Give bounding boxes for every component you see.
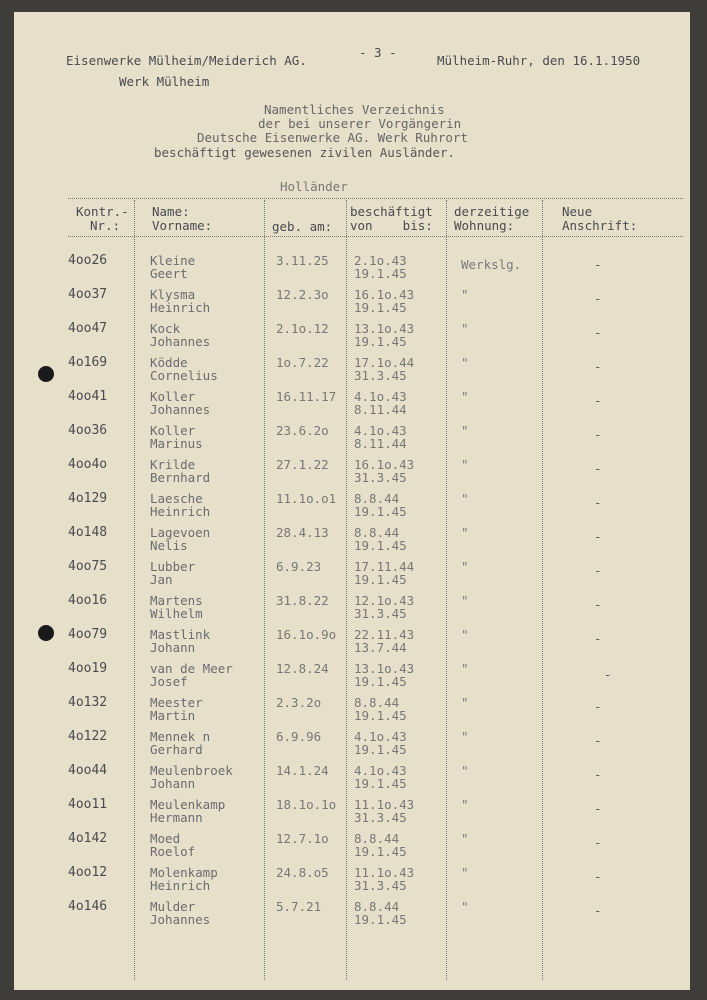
birth-date: 14.1.24 — [276, 763, 329, 778]
current-residence: " — [461, 627, 469, 642]
table-row — [14, 254, 690, 288]
nationality-heading: Holländer — [280, 179, 348, 194]
employed-until: 31.3.45 — [354, 810, 407, 825]
kontr-nr: 4o129 — [68, 491, 108, 506]
table-row — [14, 764, 690, 798]
birth-date: 11.1o.o1 — [276, 491, 337, 506]
employed-from: 8.8.44 — [354, 491, 400, 506]
current-residence: " — [461, 797, 469, 812]
current-residence: " — [461, 423, 469, 438]
current-residence: " — [461, 593, 469, 608]
kontr-nr: 4oo16 — [68, 593, 108, 608]
kontr-nr: 4oo12 — [68, 865, 108, 880]
person-name — [150, 798, 225, 824]
employed-until: 8.11.44 — [354, 402, 407, 417]
new-address: - — [594, 257, 602, 272]
surname: Mennek n — [150, 729, 211, 744]
kontr-nr: 4oo75 — [68, 559, 108, 574]
first-name: Cornelius — [150, 368, 218, 383]
surname: Kleine — [150, 253, 196, 268]
first-name: Gerhard — [150, 742, 203, 757]
new-address: - — [594, 393, 602, 408]
first-name: Johannes — [150, 402, 211, 417]
current-residence: " — [461, 355, 469, 370]
employed-until: 19.1.45 — [354, 674, 407, 689]
new-address: - — [594, 291, 602, 306]
kontr-nr: 4oo79 — [68, 627, 108, 642]
col-neue-header — [562, 205, 637, 233]
col-vorname-label: Vorname: — [152, 218, 213, 233]
new-address: - — [594, 359, 602, 374]
col-besch-header — [350, 205, 433, 233]
employed-from: 16.1o.43 — [354, 457, 415, 472]
kontr-nr: 4oo44 — [68, 763, 108, 778]
current-residence: " — [461, 491, 469, 506]
current-residence: Werkslg. — [461, 257, 522, 272]
surname: Martens — [150, 593, 203, 608]
table-row — [14, 288, 690, 322]
surname: Lagevoen — [150, 525, 211, 540]
table-row — [14, 628, 690, 662]
employed-from: 4.1o.43 — [354, 729, 407, 744]
birth-date: 1o.7.22 — [276, 355, 329, 370]
person-name — [150, 832, 195, 858]
punch-hole — [38, 625, 54, 641]
first-name: Johann — [150, 776, 196, 791]
surname: Klysma — [150, 287, 196, 302]
employment-period — [354, 424, 407, 450]
surname: Krilde — [150, 457, 196, 472]
person-name — [150, 628, 210, 654]
employed-until: 19.1.45 — [354, 300, 407, 315]
col-kontr-label: Kontr.- — [76, 204, 129, 219]
table-row — [14, 526, 690, 560]
current-residence: " — [461, 899, 469, 914]
plant-name: Werk Mülheim — [119, 74, 210, 89]
surname: van de Meer — [150, 661, 233, 676]
employed-until: 19.1.45 — [354, 742, 407, 757]
current-residence: " — [461, 287, 469, 302]
first-name: Johannes — [150, 334, 211, 349]
surname: Meulenkamp — [150, 797, 226, 812]
employment-period — [354, 730, 407, 756]
punch-hole — [38, 366, 54, 382]
employment-period — [354, 390, 407, 416]
surname: Kock — [150, 321, 181, 336]
birth-date: 16.1o.9o — [276, 627, 337, 642]
new-address: - — [594, 903, 602, 918]
employment-period — [354, 356, 414, 382]
surname: Moed — [150, 831, 181, 846]
table-row — [14, 424, 690, 458]
page-number: - 3 - — [359, 45, 397, 60]
col-name-label: Name: — [152, 204, 190, 219]
new-address: - — [594, 801, 602, 816]
table-row — [14, 390, 690, 424]
employed-from: 13.1o.43 — [354, 321, 415, 336]
employment-period — [354, 900, 407, 926]
employed-until: 19.1.45 — [354, 912, 407, 927]
new-address: - — [594, 699, 602, 714]
first-name: Martin — [150, 708, 196, 723]
birth-date: 12.2.3o — [276, 287, 329, 302]
employed-from: 17.11.44 — [354, 559, 415, 574]
title-line-2: der bei unserer Vorgängerin — [258, 116, 462, 131]
table-row — [14, 866, 690, 900]
kontr-nr: 4o148 — [68, 525, 108, 540]
person-name — [150, 900, 210, 926]
employment-period — [354, 492, 407, 518]
first-name: Josef — [150, 674, 188, 689]
kontr-nr: 4oo19 — [68, 661, 108, 676]
employment-period — [354, 594, 414, 620]
header-bottom-rule — [68, 236, 683, 237]
employed-from: 11.1o.43 — [354, 797, 415, 812]
current-residence: " — [461, 457, 469, 472]
table-row — [14, 322, 690, 356]
employed-until: 19.1.45 — [354, 776, 407, 791]
new-address: - — [594, 495, 602, 510]
title-line-1: Namentliches Verzeichnis — [264, 102, 445, 117]
employed-from: 8.8.44 — [354, 831, 400, 846]
birth-date: 5.7.21 — [276, 899, 322, 914]
person-name — [150, 458, 210, 484]
person-name — [150, 390, 210, 416]
col-neue-label-2: Anschrift: — [562, 218, 638, 233]
kontr-nr: 4oo37 — [68, 287, 108, 302]
employed-from: 8.8.44 — [354, 695, 400, 710]
kontr-nr: 4oo41 — [68, 389, 108, 404]
kontr-nr: 4oo36 — [68, 423, 108, 438]
current-residence: " — [461, 831, 469, 846]
employed-until: 31.3.45 — [354, 368, 407, 383]
first-name: Hermann — [150, 810, 203, 825]
current-residence: " — [461, 559, 469, 574]
col-wohn-label: derzeitige — [454, 204, 530, 219]
first-name: Johannes — [150, 912, 211, 927]
kontr-nr: 4o142 — [68, 831, 108, 846]
table-row — [14, 662, 690, 696]
new-address: - — [594, 869, 602, 884]
col-besch-label: beschäftigt — [350, 204, 433, 219]
person-name — [150, 560, 195, 586]
person-name — [150, 526, 210, 552]
birth-date: 2.1o.12 — [276, 321, 329, 336]
employed-from: 17.1o.44 — [354, 355, 415, 370]
table-row — [14, 798, 690, 832]
employed-until: 19.1.45 — [354, 334, 407, 349]
new-address: - — [594, 835, 602, 850]
birth-date: 24.8.o5 — [276, 865, 329, 880]
new-address: - — [594, 631, 602, 646]
new-address: - — [594, 325, 602, 340]
table-row — [14, 730, 690, 764]
employed-until: 31.3.45 — [354, 470, 407, 485]
employed-until: 19.1.45 — [354, 504, 407, 519]
table-row — [14, 900, 690, 934]
person-name — [150, 288, 210, 314]
kontr-nr: 4o122 — [68, 729, 108, 744]
col-wohn-header — [454, 205, 529, 233]
employed-until: 19.1.45 — [354, 572, 407, 587]
birth-date: 18.1o.1o — [276, 797, 337, 812]
table-row — [14, 560, 690, 594]
table-row — [14, 696, 690, 730]
employment-period — [354, 866, 414, 892]
table-row — [14, 492, 690, 526]
surname: Koller — [150, 423, 196, 438]
first-name: Heinrich — [150, 878, 211, 893]
first-name: Geert — [150, 266, 188, 281]
table-row — [14, 458, 690, 492]
col-name-header — [152, 205, 212, 233]
new-address: - — [594, 529, 602, 544]
employed-from: 4.1o.43 — [354, 763, 407, 778]
person-name — [150, 492, 210, 518]
col-kontr-label-2: Nr.: — [90, 218, 121, 233]
kontr-nr: 4oo26 — [68, 253, 108, 268]
employed-from: 4.1o.43 — [354, 389, 407, 404]
surname: Mulder — [150, 899, 196, 914]
title-line-4: beschäftigt gewesenen zivilen Ausländer. — [154, 145, 456, 160]
current-residence: " — [461, 695, 469, 710]
employed-from: 2.1o.43 — [354, 253, 407, 268]
person-name — [150, 696, 203, 722]
employed-from: 11.1o.43 — [354, 865, 415, 880]
employment-period — [354, 458, 414, 484]
employment-period — [354, 526, 407, 552]
col-neue-label: Neue — [562, 204, 593, 219]
employment-period — [354, 798, 414, 824]
current-residence: " — [461, 525, 469, 540]
kontr-nr: 4oo47 — [68, 321, 108, 336]
first-name: Johann — [150, 640, 196, 655]
new-address: - — [594, 597, 602, 612]
new-address: - — [594, 427, 602, 442]
current-residence: " — [461, 661, 469, 676]
surname: Meester — [150, 695, 203, 710]
surname: Molenkamp — [150, 865, 218, 880]
employment-period — [354, 832, 407, 858]
surname: Ködde — [150, 355, 188, 370]
col-geb-label: geb. am: — [272, 219, 333, 234]
employed-until: 19.1.45 — [354, 708, 407, 723]
birth-date: 6.9.23 — [276, 559, 322, 574]
employment-period — [354, 628, 414, 654]
employed-until: 31.3.45 — [354, 606, 407, 621]
first-name: Marinus — [150, 436, 203, 451]
birth-date: 27.1.22 — [276, 457, 329, 472]
employment-period — [354, 322, 414, 348]
person-name — [150, 662, 233, 688]
person-name — [150, 254, 195, 280]
employment-period — [354, 560, 414, 586]
company-name: Eisenwerke Mülheim/Meiderich AG. — [66, 53, 307, 68]
birth-date: 3.11.25 — [276, 253, 329, 268]
document-page — [14, 12, 690, 990]
employed-until: 8.11.44 — [354, 436, 407, 451]
employed-from: 16.1o.43 — [354, 287, 415, 302]
surname: Mastlink — [150, 627, 211, 642]
kontr-nr: 4o132 — [68, 695, 108, 710]
birth-date: 28.4.13 — [276, 525, 329, 540]
employed-until: 19.1.45 — [354, 844, 407, 859]
kontr-nr: 4oo11 — [68, 797, 108, 812]
person-name — [150, 322, 210, 348]
new-address: - — [594, 563, 602, 578]
employment-period — [354, 662, 414, 688]
employment-period — [354, 764, 407, 790]
birth-date: 2.3.2o — [276, 695, 322, 710]
employed-from: 8.8.44 — [354, 525, 400, 540]
table-row — [14, 594, 690, 628]
employed-from: 4.1o.43 — [354, 423, 407, 438]
employment-period — [354, 254, 407, 280]
current-residence: " — [461, 729, 469, 744]
first-name: Heinrich — [150, 300, 211, 315]
person-name — [150, 764, 233, 790]
employment-period — [354, 696, 407, 722]
person-name — [150, 424, 203, 450]
kontr-nr: 4o169 — [68, 355, 108, 370]
birth-date: 16.11.17 — [276, 389, 337, 404]
person-name — [150, 356, 218, 382]
surname: Koller — [150, 389, 196, 404]
employed-until: 19.1.45 — [354, 266, 407, 281]
new-address: - — [594, 461, 602, 476]
table-row — [14, 832, 690, 866]
first-name: Roelof — [150, 844, 196, 859]
new-address: - — [594, 767, 602, 782]
person-name — [150, 730, 210, 756]
col-wohn-label-2: Wohnung: — [454, 218, 515, 233]
birth-date: 31.8.22 — [276, 593, 329, 608]
first-name: Wilhelm — [150, 606, 203, 621]
employed-from: 8.8.44 — [354, 899, 400, 914]
employed-until: 31.3.45 — [354, 878, 407, 893]
birth-date: 12.7.1o — [276, 831, 329, 846]
first-name: Heinrich — [150, 504, 211, 519]
employed-until: 13.7.44 — [354, 640, 407, 655]
col-kontr-header — [76, 205, 129, 233]
person-name — [150, 866, 218, 892]
first-name: Bernhard — [150, 470, 211, 485]
new-address: - — [594, 733, 602, 748]
birth-date: 12.8.24 — [276, 661, 329, 676]
kontr-nr: 4o146 — [68, 899, 108, 914]
surname: Laesche — [150, 491, 203, 506]
birth-date: 23.6.2o — [276, 423, 329, 438]
current-residence: " — [461, 321, 469, 336]
surname: Lubber — [150, 559, 196, 574]
current-residence: " — [461, 865, 469, 880]
employed-from: 22.11.43 — [354, 627, 415, 642]
employed-from: 12.1o.43 — [354, 593, 415, 608]
title-line-3: Deutsche Eisenwerke AG. Werk Ruhrort — [197, 130, 468, 145]
first-name: Jan — [150, 572, 173, 587]
first-name: Nelis — [150, 538, 188, 553]
place-date: Mülheim-Ruhr, den 16.1.1950 — [437, 53, 641, 68]
kontr-nr: 4oo4o — [68, 457, 108, 472]
new-address: - — [604, 667, 612, 682]
current-residence: " — [461, 389, 469, 404]
employed-from: 13.1o.43 — [354, 661, 415, 676]
person-name — [150, 594, 203, 620]
employed-until: 19.1.45 — [354, 538, 407, 553]
employment-period — [354, 288, 414, 314]
birth-date: 6.9.96 — [276, 729, 322, 744]
header-top-rule — [68, 198, 683, 199]
col-besch-label-2: von bis: — [350, 218, 433, 233]
current-residence: " — [461, 763, 469, 778]
surname: Meulenbroek — [150, 763, 233, 778]
table-row — [14, 356, 690, 390]
